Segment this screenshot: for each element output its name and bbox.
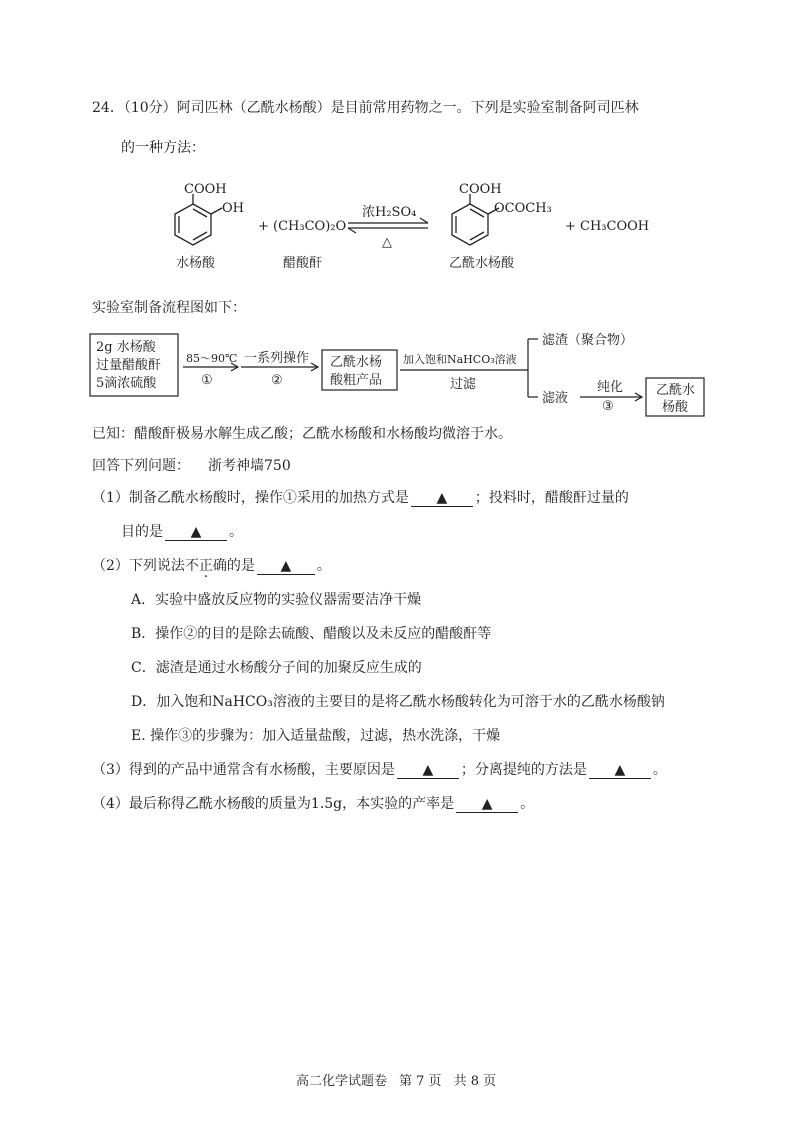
box2-line1: 乙酰水杨 bbox=[330, 355, 383, 370]
reactant2-name: 醋酸酐 bbox=[283, 256, 323, 271]
q2-option-b: B．操作②的目的是除去硫酸、醋酸以及未反应的醋酸酐等 bbox=[131, 626, 492, 642]
salicylic-acid-structure bbox=[175, 194, 222, 245]
arrow2-bottom: ② bbox=[271, 373, 283, 388]
q3-blank1[interactable]: ▲ bbox=[397, 762, 459, 779]
q2-prefix: （2）下列说法 bbox=[92, 558, 185, 574]
q4-part1: （4）最后称得乙酰水杨酸的质量为1.5g，本实验的产率是 bbox=[92, 796, 455, 812]
box1-line2: 过量醋酸酐 bbox=[96, 358, 162, 373]
product-group2: OCOCH₃ bbox=[494, 201, 552, 216]
q4-part2: 。 bbox=[520, 796, 535, 812]
question-number: 24． bbox=[92, 100, 124, 116]
question-points: （10分） bbox=[123, 100, 177, 116]
answer-prompt-line bbox=[92, 456, 291, 476]
product-group1: COOH bbox=[459, 182, 502, 197]
product-name: 乙酰水杨酸 bbox=[449, 256, 515, 271]
box1-line1: 2g 水杨酸 bbox=[96, 340, 156, 355]
page-footer bbox=[296, 1072, 496, 1092]
arrow2-top: 一系列操作 bbox=[244, 351, 310, 366]
q3-part2: ；分离提纯的方法是 bbox=[460, 762, 587, 778]
q1-part1: （1）制备乙酰水杨酸时，操作①采用的加热方式是 bbox=[92, 490, 409, 506]
answer-prompt: 回答下列问题： bbox=[92, 458, 190, 474]
arrow1-top: 85～90℃ bbox=[186, 352, 238, 365]
question-intro-2: 的一种方法： bbox=[121, 140, 205, 156]
q1-part2: ；投料时，醋酸酐过量的 bbox=[474, 490, 629, 506]
q2-emphasis: 不正确 bbox=[184, 558, 227, 574]
q2-suffix: 的是 bbox=[226, 558, 255, 574]
q2-option-e: E. 操作③的步骤为：加入适量盐酸，过滤，热水洗涤，干燥 bbox=[131, 728, 501, 744]
q2-option-c: C．滤渣是通过水杨酸分子间的加聚反应生成的 bbox=[131, 660, 422, 676]
box1-line3: 5滴浓硫酸 bbox=[96, 376, 157, 391]
flow-title: 实验室制备流程图如下： bbox=[92, 300, 246, 316]
box3-line2: 杨酸 bbox=[662, 400, 689, 415]
footer-subject: 高二化学试题卷 bbox=[296, 1074, 388, 1089]
q1-line2 bbox=[121, 522, 243, 542]
box3-line1: 乙酰水 bbox=[656, 383, 696, 398]
q4-blank[interactable]: ▲ bbox=[456, 796, 518, 813]
q1-line1 bbox=[92, 488, 629, 508]
q3-line bbox=[92, 760, 667, 780]
q1-blank1[interactable]: ▲ bbox=[411, 490, 473, 507]
q2-blank[interactable]: ▲ bbox=[257, 558, 315, 575]
q1-part3: 目的是 bbox=[121, 524, 163, 540]
reactant1-group2: OH bbox=[222, 201, 244, 216]
watermark: 浙考神墙750 bbox=[208, 458, 291, 474]
reactant1-group1: COOH bbox=[184, 182, 227, 197]
q1-blank2[interactable]: ▲ bbox=[165, 524, 227, 541]
q2-option-a: A．实验中盛放反应物的实验仪器需要洁净干燥 bbox=[131, 592, 422, 608]
q3-part3: 。 bbox=[652, 762, 667, 778]
q2-end: 。 bbox=[316, 558, 331, 574]
q3-blank2[interactable]: ▲ bbox=[589, 762, 651, 779]
known-info: 已知：醋酸酐极易水解生成乙酸；乙酰水杨酸和水杨酸均微溶于水。 bbox=[92, 426, 512, 442]
arrow3-top: 加入饱和NaHCO₃溶液 bbox=[403, 353, 517, 366]
branch-top: 滤渣（聚合物） bbox=[542, 333, 634, 348]
q4-line bbox=[92, 794, 534, 814]
heat-symbol: △ bbox=[382, 235, 392, 250]
arrow4-bottom: ③ bbox=[602, 399, 614, 414]
footer-page: 第 7 页 bbox=[399, 1074, 442, 1089]
branch-bottom: 滤液 bbox=[542, 391, 569, 406]
arrow1-bottom: ① bbox=[201, 373, 213, 388]
footer-total: 共 8 页 bbox=[453, 1074, 497, 1089]
q1-part4: 。 bbox=[229, 524, 243, 540]
q3-part1: （3）得到的产品中通常含有水杨酸，主要原因是 bbox=[92, 762, 395, 778]
arrow4-top: 纯化 bbox=[597, 380, 624, 395]
reactant1-name: 水杨酸 bbox=[176, 256, 216, 271]
question-intro-1: 阿司匹林（乙酰水杨酸）是目前常用药物之一。下列是实验室制备阿司匹林 bbox=[176, 100, 639, 116]
aspirin-structure bbox=[452, 194, 499, 245]
box2-line2: 酸粗产品 bbox=[330, 373, 383, 388]
reactant2-formula: + (CH₃CO)₂O bbox=[258, 219, 347, 234]
catalyst-label: 浓H₂SO₄ bbox=[362, 205, 417, 220]
q2-stem bbox=[92, 556, 331, 576]
arrow3-bottom: 过滤 bbox=[450, 377, 477, 392]
byproduct-formula: + CH₃COOH bbox=[565, 219, 650, 234]
q2-option-d: D．加入饱和NaHCO₃溶液的主要目的是将乙酰水杨酸转化为可溶于水的乙酰水杨酸钠 bbox=[131, 694, 665, 710]
equilibrium-arrow bbox=[348, 218, 428, 233]
